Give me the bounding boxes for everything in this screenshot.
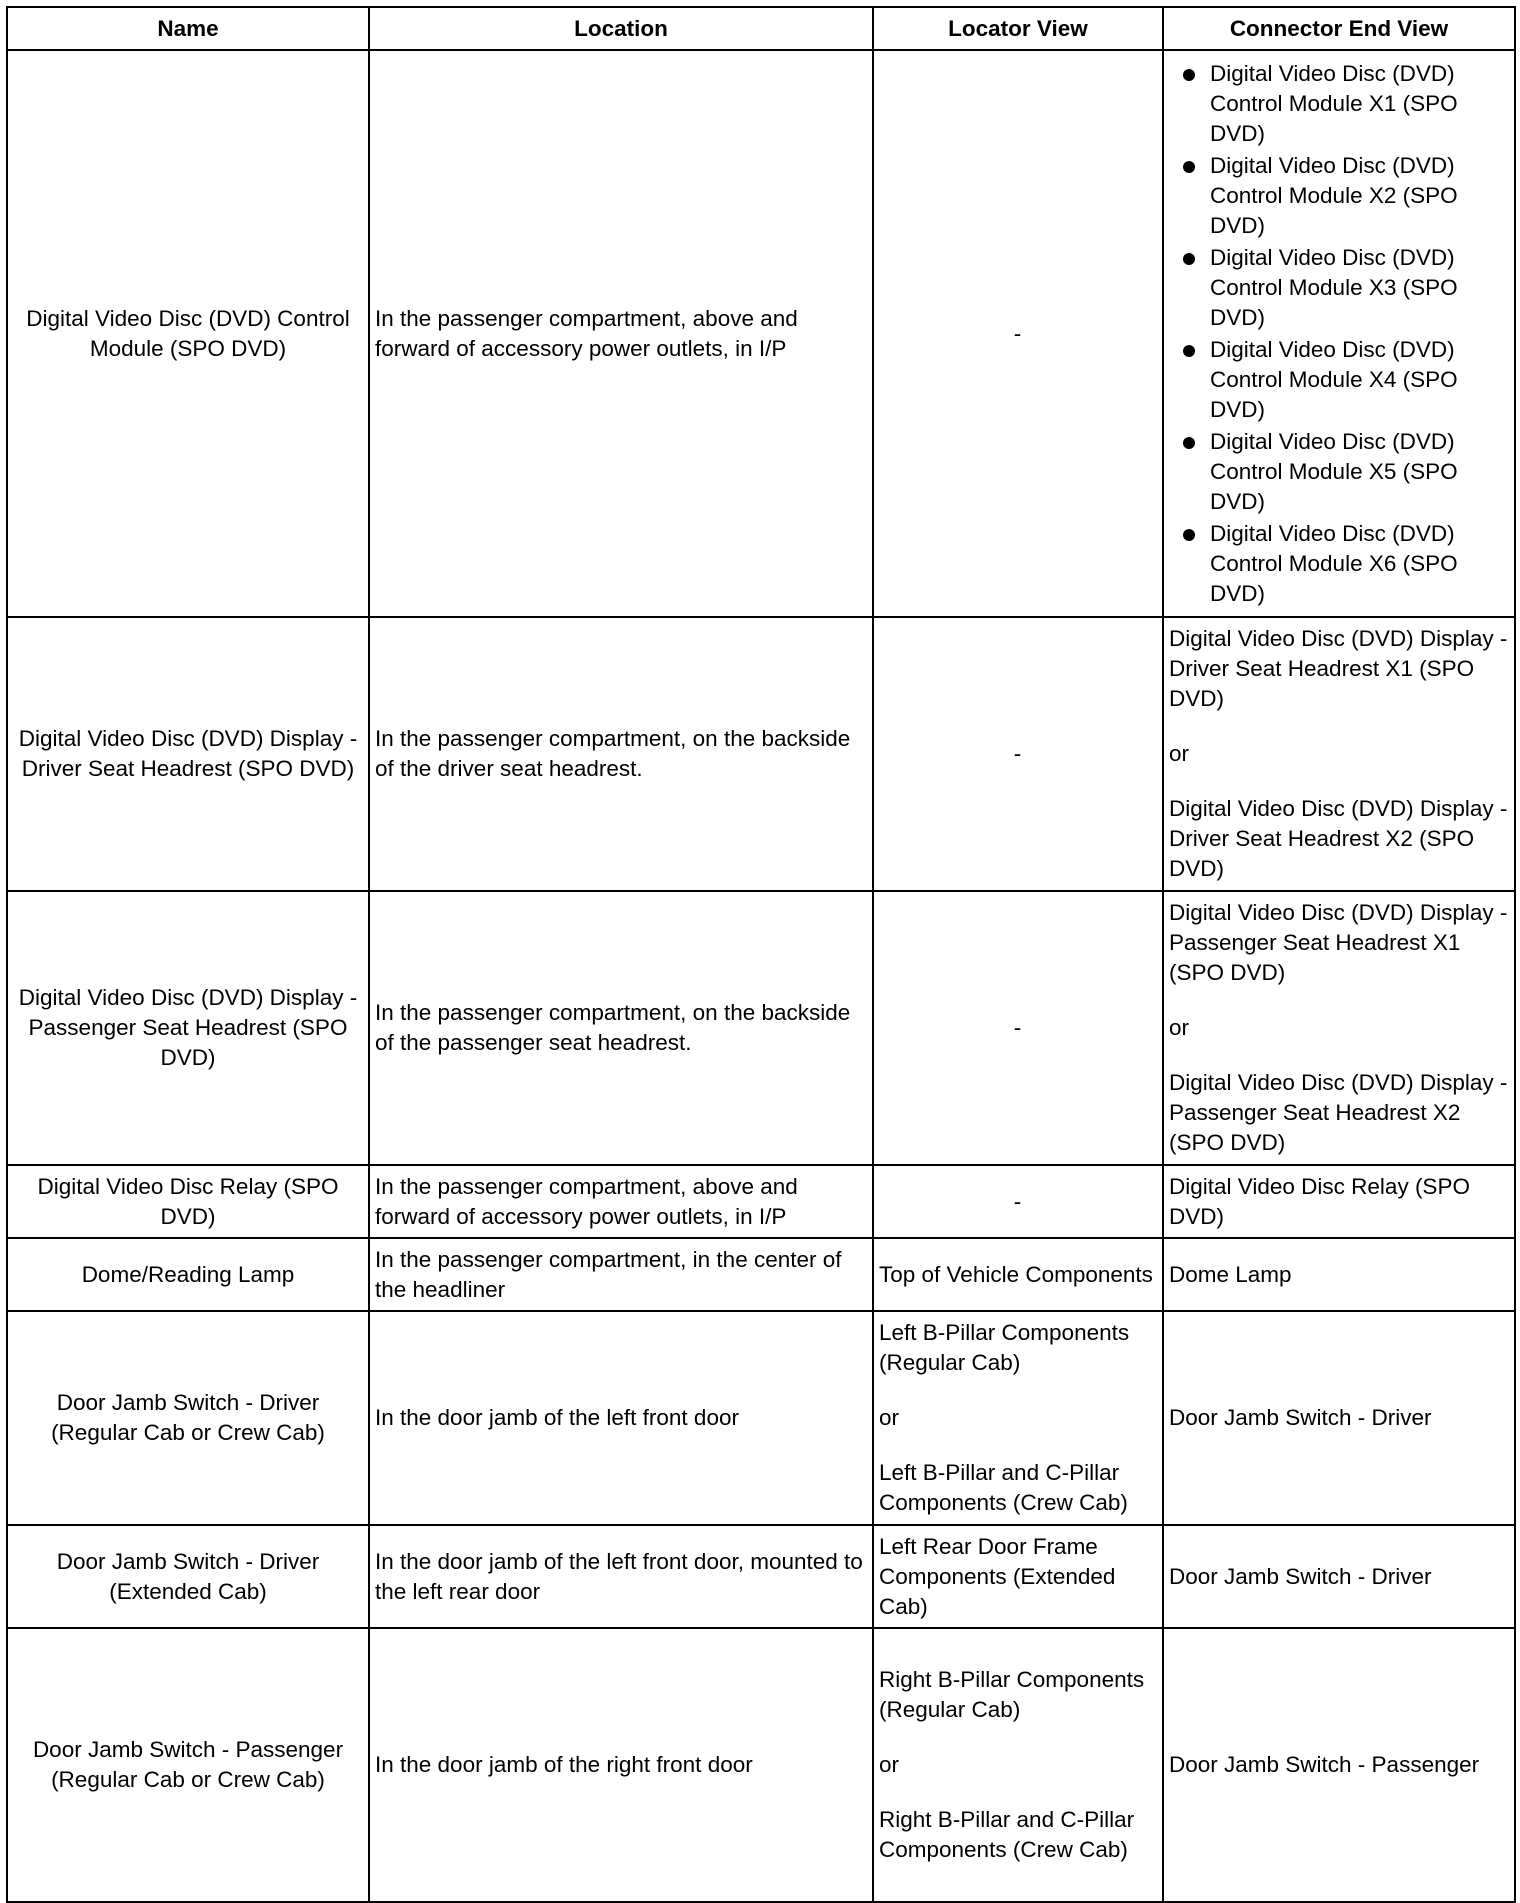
bullet-text: Digital Video Disc (DVD) Control Module X1 (SPO DVD) (1210, 60, 1458, 146)
bullet-item (1169, 518, 1510, 610)
connector-bullet-list (1169, 58, 1510, 610)
location-cell: In the passenger compartment, in the center of the headliner (369, 1238, 873, 1311)
bullet-icon (1183, 345, 1195, 357)
locator-view-cell: - (873, 50, 1163, 617)
connector-or: or (1169, 741, 1190, 766)
connector-end-view-cell (1163, 617, 1515, 891)
bullet-text: Digital Video Disc (DVD) Control Module X2 (SPO DVD) (1210, 152, 1458, 238)
component-locator-table (6, 6, 1516, 1903)
location-cell: In the passenger compartment, above and forward of accessory power outlets, in I/P (369, 50, 873, 617)
table-row (7, 1525, 1515, 1628)
name-cell: Digital Video Disc Relay (SPO DVD) (7, 1165, 369, 1238)
connector-end-view-cell (1163, 1238, 1515, 1311)
table-row (7, 1165, 1515, 1238)
location-cell: In the door jamb of the left front door (369, 1311, 873, 1525)
connector-text: Door Jamb Switch - Driver (1169, 1405, 1432, 1430)
locator-view-cell (873, 1628, 1163, 1902)
name-cell: Door Jamb Switch - Passenger (Regular Cab or Crew Cab) (7, 1628, 369, 1902)
table-row (7, 617, 1515, 891)
bullet-icon (1183, 529, 1195, 541)
table-row (7, 1238, 1515, 1311)
connector-or: or (1169, 1015, 1190, 1040)
table-row (7, 50, 1515, 617)
locator-view-cell: - (873, 891, 1163, 1165)
locator-text: Right B-Pillar and C-Pillar Components (Crew Cab) (879, 1807, 1135, 1862)
connector-end-view-cell (1163, 891, 1515, 1165)
locator-text: Left B-Pillar and C-Pillar Components (Crew Cab) (879, 1460, 1128, 1515)
bullet-icon (1183, 69, 1195, 81)
connector-text: Digital Video Disc (DVD) Display - Passenger Seat Headrest X2 (SPO DVD) (1169, 1070, 1508, 1155)
table-row (7, 1628, 1515, 1902)
connector-text: Door Jamb Switch - Driver (1169, 1563, 1432, 1589)
connector-text: Dome Lamp (1169, 1261, 1292, 1287)
connector-text: Door Jamb Switch - Passenger (1169, 1752, 1480, 1777)
connector-end-view-cell (1163, 1525, 1515, 1628)
name-cell: Digital Video Disc (DVD) Display - Passenger Seat Headrest (SPO DVD) (7, 891, 369, 1165)
connector-text: Digital Video Disc (DVD) Display - Driver Seat Headrest X1 (SPO DVD) (1169, 626, 1508, 711)
locator-view-cell (873, 1525, 1163, 1628)
locator-view-cell: - (873, 617, 1163, 891)
header-location: Location (369, 7, 873, 50)
locator-view-cell (873, 1238, 1163, 1311)
name-cell: Digital Video Disc (DVD) Control Module (SPO DVD) (7, 50, 369, 617)
component-locator-page (6, 6, 1514, 1903)
locator-view-cell (873, 1311, 1163, 1525)
name-cell: Digital Video Disc (DVD) Display - Driver Seat Headrest (SPO DVD) (7, 617, 369, 891)
location-cell: In the door jamb of the right front door (369, 1628, 873, 1902)
location-cell: In the passenger compartment, on the backside of the passenger seat headrest. (369, 891, 873, 1165)
header-connector-end-view: Connector End View (1163, 7, 1515, 50)
locator-text: Left B-Pillar Components (Regular Cab) (879, 1320, 1130, 1375)
bullet-text: Digital Video Disc (DVD) Control Module X5 (SPO DVD) (1210, 428, 1458, 514)
header-locator-view: Locator View (873, 7, 1163, 50)
connector-text: Digital Video Disc Relay (SPO DVD) (1169, 1173, 1470, 1229)
locator-or: or (879, 1752, 900, 1777)
location-cell: In the passenger compartment, above and forward of accessory power outlets, in I/P (369, 1165, 873, 1238)
table-row (7, 1311, 1515, 1525)
bullet-text: Digital Video Disc (DVD) Control Module X6 (SPO DVD) (1210, 520, 1458, 606)
location-cell: In the passenger compartment, on the backside of the driver seat headrest. (369, 617, 873, 891)
bullet-icon (1183, 161, 1195, 173)
bullet-item (1169, 150, 1510, 242)
connector-end-view-cell (1163, 1628, 1515, 1902)
bullet-item (1169, 334, 1510, 426)
bullet-icon (1183, 253, 1195, 265)
bullet-item (1169, 426, 1510, 518)
name-cell: Door Jamb Switch - Driver (Regular Cab or Crew Cab) (7, 1311, 369, 1525)
locator-text: Right B-Pillar Components (Regular Cab) (879, 1667, 1145, 1722)
table-row (7, 891, 1515, 1165)
connector-end-view-cell (1163, 50, 1515, 617)
locator-text: Top of Vehicle Components (879, 1261, 1153, 1287)
header-name: Name (7, 7, 369, 50)
connector-end-view-cell (1163, 1165, 1515, 1238)
name-cell: Dome/Reading Lamp (7, 1238, 369, 1311)
bullet-item (1169, 242, 1510, 334)
connector-text: Digital Video Disc (DVD) Display - Driver Seat Headrest X2 (SPO DVD) (1169, 796, 1508, 881)
location-cell: In the door jamb of the left front door, mounted to the left rear door (369, 1525, 873, 1628)
connector-end-view-cell (1163, 1311, 1515, 1525)
bullet-text: Digital Video Disc (DVD) Control Module X4 (SPO DVD) (1210, 336, 1458, 422)
connector-text: Digital Video Disc (DVD) Display - Passenger Seat Headrest X1 (SPO DVD) (1169, 900, 1508, 985)
name-cell: Door Jamb Switch - Driver (Extended Cab) (7, 1525, 369, 1628)
locator-or: or (879, 1405, 900, 1430)
locator-text: Left Rear Door Frame Components (Extended Cab) (879, 1533, 1116, 1619)
header-row (7, 7, 1515, 50)
locator-view-cell: - (873, 1165, 1163, 1238)
bullet-item (1169, 58, 1510, 150)
bullet-text: Digital Video Disc (DVD) Control Module X3 (SPO DVD) (1210, 244, 1458, 330)
bullet-icon (1183, 437, 1195, 449)
